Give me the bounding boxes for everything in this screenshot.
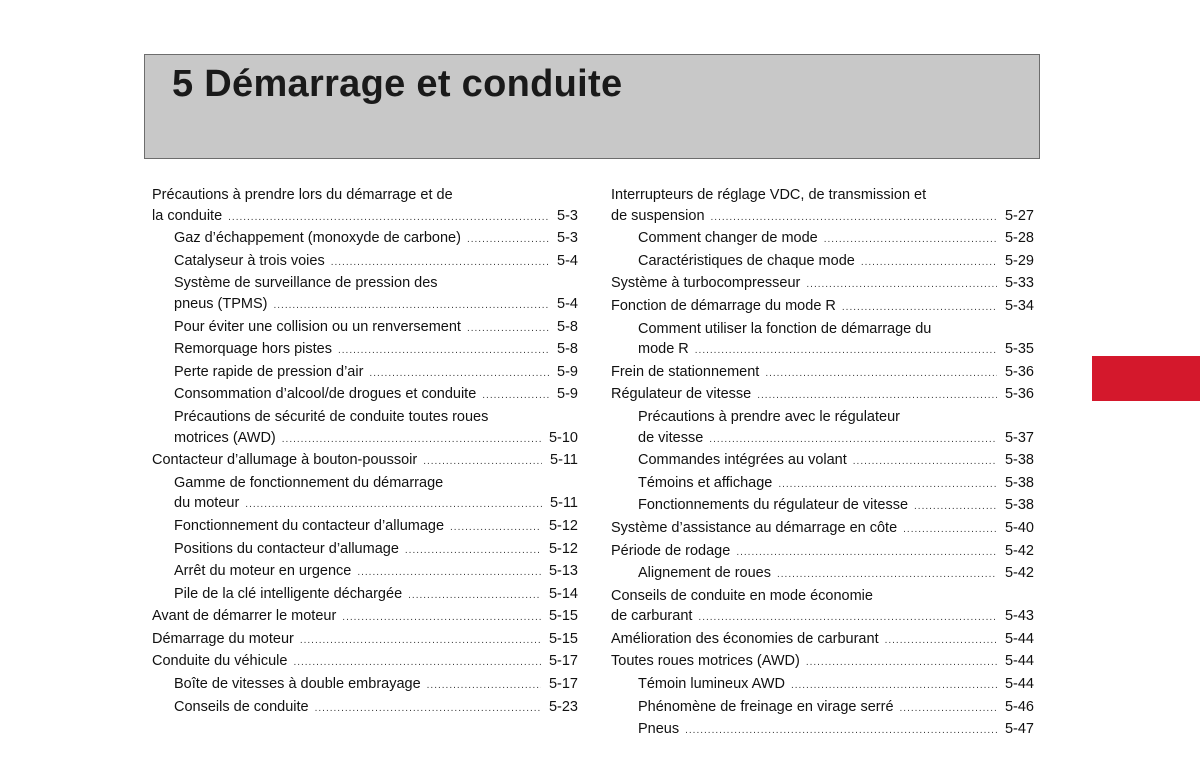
toc-entry-title-line: Système de surveillance de pression des xyxy=(174,275,438,292)
dot-leader xyxy=(765,364,997,385)
toc-entry[interactable] xyxy=(611,518,1034,541)
toc-entry-title-line: Précautions à prendre lors du démarrage et de xyxy=(152,187,453,203)
toc-entry[interactable] xyxy=(611,296,1034,319)
dot-leader xyxy=(791,676,997,697)
toc-entry[interactable] xyxy=(152,362,578,385)
toc-entry-title-line: Conseils de conduite en mode économie xyxy=(611,587,873,604)
toc-entry-page-number: 5-11 xyxy=(550,495,578,512)
toc-entry-title: mode R xyxy=(638,341,689,358)
dot-leader xyxy=(405,541,541,562)
toc-entry-page-number: 5-8 xyxy=(557,318,578,335)
dot-leader xyxy=(757,386,997,407)
toc-entry-page-number: 5-15 xyxy=(548,630,578,647)
toc-entry-title: Système d’assistance au démarrage en côte xyxy=(611,519,898,536)
dot-leader xyxy=(903,520,997,541)
dot-leader xyxy=(824,230,997,251)
toc-entry-title: Témoin lumineux AWD xyxy=(638,676,785,693)
toc-entry-page-number: 5-35 xyxy=(1004,341,1034,358)
dot-leader xyxy=(369,364,549,385)
dot-leader xyxy=(357,563,541,584)
toc-entry[interactable] xyxy=(611,674,1034,697)
toc-entry-page-number: 5-42 xyxy=(1004,542,1034,559)
toc-entry[interactable] xyxy=(152,407,578,450)
dot-leader xyxy=(315,699,541,720)
dot-leader xyxy=(806,653,997,674)
toc-entry-page-number: 5-3 xyxy=(557,207,578,224)
toc-entry-title: Conseils de conduite xyxy=(174,698,309,715)
dot-leader xyxy=(685,721,997,742)
dot-leader xyxy=(427,676,541,697)
toc-entry-title: motrices (AWD) xyxy=(174,429,276,446)
toc-entry-page-number: 5-38 xyxy=(1004,452,1034,469)
toc-entry-title: Pour éviter une collision ou un renversement xyxy=(174,318,461,335)
toc-entry-title-line: Précautions à prendre avec le régulateur xyxy=(638,408,900,425)
dot-leader xyxy=(806,275,997,296)
toc-entry[interactable] xyxy=(152,584,578,607)
dot-leader xyxy=(853,452,997,473)
toc-entry-page-number: 5-9 xyxy=(557,386,578,403)
toc-entry-title-line: Interrupteurs de réglage VDC, de transmission et xyxy=(611,187,927,203)
toc-entry-page-number: 5-8 xyxy=(557,341,578,358)
toc-entry[interactable] xyxy=(611,319,1034,362)
dot-leader xyxy=(408,586,541,607)
toc-entry-title: Comment changer de mode xyxy=(638,230,818,247)
toc-entry-title: Caractéristiques de chaque mode xyxy=(638,252,855,269)
toc-entry-page-number: 5-33 xyxy=(1004,275,1034,292)
toc-entry-page-number: 5-12 xyxy=(548,517,578,534)
toc-entry-page-number: 5-44 xyxy=(1004,676,1034,693)
dot-leader xyxy=(698,608,997,629)
toc-entry[interactable] xyxy=(611,251,1034,274)
toc-entry[interactable] xyxy=(152,629,578,652)
toc-entry[interactable] xyxy=(611,450,1034,473)
toc-entry[interactable] xyxy=(611,228,1034,251)
toc-entry[interactable] xyxy=(611,629,1034,652)
toc-entry-page-number: 5-43 xyxy=(1004,608,1034,625)
toc-entry-title: Commandes intégrées au volant xyxy=(638,452,847,469)
toc-entry-page-number: 5-13 xyxy=(548,563,578,580)
toc-entry-title: Alignement de roues xyxy=(638,565,771,582)
dot-leader xyxy=(914,497,997,518)
toc-entry[interactable] xyxy=(152,561,578,584)
dot-leader xyxy=(482,386,549,407)
toc-entry-title: Témoins et affichage xyxy=(638,474,773,491)
toc-entry-title: Gaz d’échappement (monoxyde de carbone) xyxy=(174,230,461,247)
toc-entry-title: de carburant xyxy=(611,608,693,625)
toc-entry-page-number: 5-3 xyxy=(557,230,578,247)
dot-leader xyxy=(342,608,541,629)
toc-entry[interactable] xyxy=(152,273,578,316)
toc-entry-title: Fonctionnement du contacteur d’allumage xyxy=(174,517,445,534)
toc-entry-title: Remorquage hors pistes xyxy=(174,341,332,358)
toc-entry-title: de suspension xyxy=(611,207,705,224)
toc-entry-title: Boîte de vitesses à double embrayage xyxy=(174,676,421,693)
toc-entry-title: Arrêt du moteur en urgence xyxy=(174,563,352,580)
toc-entry-title: Démarrage du moteur xyxy=(152,630,294,647)
dot-leader xyxy=(338,341,549,362)
toc-entry-page-number: 5-23 xyxy=(548,698,578,715)
toc-entry-page-number: 5-12 xyxy=(548,540,578,557)
toc-entry-title-line: Précautions de sécurité de conduite toutes roues xyxy=(174,408,489,425)
toc-entry-page-number: 5-15 xyxy=(548,608,578,625)
toc-entry-page-number: 5-42 xyxy=(1004,565,1034,582)
toc-entry-title: Positions du contacteur d’allumage xyxy=(174,540,399,557)
toc-entry-page-number: 5-27 xyxy=(1004,207,1034,224)
toc-entry-page-number: 5-17 xyxy=(548,676,578,693)
toc-entry-page-number: 5-44 xyxy=(1004,630,1034,647)
toc-entry-title: Fonctionnements du régulateur de vitesse xyxy=(638,497,909,514)
toc-entry[interactable] xyxy=(611,563,1034,586)
toc-entry-title: la conduite xyxy=(152,207,223,224)
toc-entry-page-number: 5-40 xyxy=(1004,519,1034,536)
toc-entry-page-number: 5-47 xyxy=(1004,721,1034,738)
dot-leader xyxy=(842,298,997,319)
toc-entry[interactable] xyxy=(611,273,1034,296)
toc-entry[interactable] xyxy=(152,473,578,516)
dot-leader xyxy=(450,518,541,539)
toc-entry[interactable] xyxy=(611,541,1034,564)
dot-leader xyxy=(695,341,997,362)
toc-entry-page-number: 5-37 xyxy=(1004,429,1034,446)
toc-entry[interactable] xyxy=(152,317,578,340)
toc-entry[interactable] xyxy=(611,651,1034,674)
toc-entry-title: Catalyseur à trois voies xyxy=(174,252,325,269)
dot-leader xyxy=(736,543,997,564)
dot-leader xyxy=(885,631,997,652)
toc-entry[interactable] xyxy=(611,495,1034,518)
dot-leader xyxy=(300,631,541,652)
toc-entry-page-number: 5-4 xyxy=(557,295,578,312)
toc-entry-title: Conduite du véhicule xyxy=(152,653,288,670)
toc-entry[interactable] xyxy=(152,674,578,697)
toc-entry[interactable] xyxy=(152,450,578,473)
toc-entry-title: Système à turbocompresseur xyxy=(611,275,801,292)
dot-leader xyxy=(293,653,541,674)
toc-entry-page-number: 5-4 xyxy=(557,252,578,269)
toc-entry[interactable] xyxy=(152,339,578,362)
toc-entry-title: Fonction de démarrage du mode R xyxy=(611,297,836,314)
toc-entry-page-number: 5-44 xyxy=(1004,653,1034,670)
toc-entry[interactable] xyxy=(152,185,578,228)
toc-entry-page-number: 5-28 xyxy=(1004,230,1034,247)
toc-entry[interactable] xyxy=(152,384,578,407)
dot-leader xyxy=(709,430,997,451)
toc-entry[interactable] xyxy=(611,362,1034,385)
toc-entry[interactable] xyxy=(611,407,1034,450)
toc-entry[interactable] xyxy=(152,516,578,539)
toc-entry-title: Régulateur de vitesse xyxy=(611,386,752,403)
toc-entry-title-line: Comment utiliser la fonction de démarrage du xyxy=(638,320,932,337)
dot-leader xyxy=(273,296,549,317)
dot-leader xyxy=(861,253,997,274)
toc-entry-title: de vitesse xyxy=(638,429,704,446)
toc-entry-title: Pneus xyxy=(638,721,680,738)
toc-entry-page-number: 5-46 xyxy=(1004,698,1034,715)
dot-leader xyxy=(777,565,997,586)
toc-entry-title: du moteur xyxy=(174,495,240,512)
toc-entry-page-number: 5-34 xyxy=(1004,297,1034,314)
chapter-tab-marker xyxy=(1092,356,1200,401)
toc-entry[interactable] xyxy=(152,697,578,720)
toc-entry-page-number: 5-10 xyxy=(548,429,578,446)
toc-entry-page-number: 5-29 xyxy=(1004,252,1034,269)
dot-leader xyxy=(423,452,542,473)
toc-entry-page-number: 5-38 xyxy=(1004,474,1034,491)
toc-entry-page-number: 5-38 xyxy=(1004,497,1034,514)
toc-left-column xyxy=(152,185,578,719)
dot-leader xyxy=(331,253,549,274)
dot-leader xyxy=(282,430,541,451)
toc-entry-page-number: 5-17 xyxy=(548,653,578,670)
dot-leader xyxy=(467,230,549,251)
dot-leader xyxy=(778,475,997,496)
toc-entry[interactable] xyxy=(611,384,1034,407)
toc-entry-title: Perte rapide de pression d’air xyxy=(174,363,364,380)
toc-entry-page-number: 5-9 xyxy=(557,363,578,380)
toc-entry-title-line: Gamme de fonctionnement du démarrage xyxy=(174,474,444,491)
chapter-header xyxy=(144,54,1040,159)
dot-leader xyxy=(467,319,549,340)
toc-entry[interactable] xyxy=(611,473,1034,496)
toc-entry[interactable] xyxy=(611,586,1034,629)
toc-entry-title: Contacteur d’allumage à bouton-poussoir xyxy=(152,452,418,469)
chapter-title: 5 Démarrage et conduite xyxy=(172,63,623,105)
toc-entry[interactable] xyxy=(611,719,1034,742)
toc-entry[interactable] xyxy=(152,651,578,674)
toc-entry-page-number: 5-14 xyxy=(548,585,578,602)
toc-entry-page-number: 5-36 xyxy=(1004,386,1034,403)
toc-entry-title: Consommation d’alcool/de drogues et conduite xyxy=(174,386,477,403)
toc-entry[interactable] xyxy=(611,697,1034,720)
dot-leader xyxy=(900,699,997,720)
toc-entry-title: Période de rodage xyxy=(611,542,731,559)
toc-entry-title: Toutes roues motrices (AWD) xyxy=(611,653,800,670)
toc-entry-title: Frein de stationnement xyxy=(611,363,760,380)
dot-leader xyxy=(711,208,997,229)
dot-leader xyxy=(245,495,542,516)
toc-entry-title: Phénomène de freinage en virage serré xyxy=(638,698,894,715)
toc-entry[interactable] xyxy=(152,606,578,629)
toc-entry-title: Avant de démarrer le moteur xyxy=(152,608,337,625)
toc-entry[interactable] xyxy=(152,539,578,562)
toc-entry[interactable] xyxy=(152,251,578,274)
dot-leader xyxy=(228,208,549,229)
toc-entry-page-number: 5-11 xyxy=(550,452,578,469)
toc-entry[interactable] xyxy=(611,185,1034,228)
toc-entry[interactable] xyxy=(152,228,578,251)
toc-entry-title: Amélioration des économies de carburant xyxy=(611,630,879,647)
toc-entry-title: pneus (TPMS) xyxy=(174,295,268,312)
toc-entry-page-number: 5-36 xyxy=(1004,363,1034,380)
toc-entry-title: Pile de la clé intelligente déchargée xyxy=(174,585,403,602)
toc-right-column xyxy=(611,185,1034,742)
